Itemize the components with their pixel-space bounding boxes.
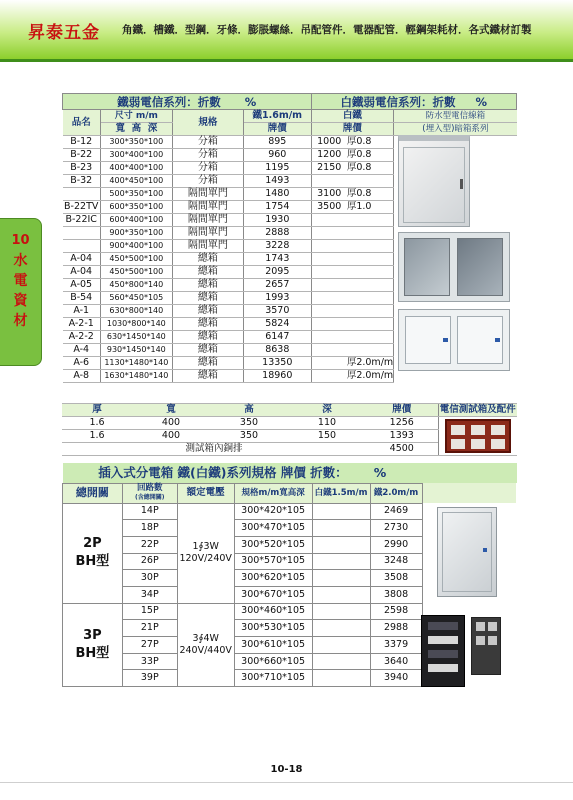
cell-wprice — [311, 357, 347, 370]
cell-price: 3570 — [244, 305, 312, 318]
white-price — [312, 620, 370, 637]
circuit-count: 21P — [122, 620, 177, 637]
cell-spec: 總箱 — [172, 318, 243, 331]
table-row — [62, 417, 517, 430]
cell-price: 13350 — [244, 357, 312, 370]
col-voltage: 額定電壓 — [177, 483, 234, 503]
iron-price: 2730 — [370, 520, 422, 537]
cell: 350 — [210, 417, 288, 430]
cell-size: 560*450*105 — [100, 292, 172, 305]
col-iron: 鐵1.6m/m — [244, 110, 312, 123]
image-column — [422, 483, 516, 503]
white-price — [312, 520, 370, 537]
busbar-image — [471, 617, 501, 675]
cell-thick — [347, 175, 394, 188]
cell-wprice — [311, 344, 347, 357]
circuit-count: 27P — [122, 637, 177, 654]
cell-price: 2095 — [244, 266, 312, 279]
cell-wprice — [311, 370, 347, 383]
column-header-row — [63, 110, 517, 123]
spec-size: 300*710*105 — [234, 670, 312, 687]
cell-size: 400*400*100 — [100, 162, 172, 175]
cell-size: 450*500*100 — [100, 253, 172, 266]
distribution-box-table — [62, 463, 517, 687]
cell-size: 1030*800*140 — [100, 318, 172, 331]
cell-name: B-32 — [63, 175, 101, 188]
cell: 400 — [132, 417, 210, 430]
spec-size: 300*530*105 — [234, 620, 312, 637]
cell-size: 900*400*100 — [100, 240, 172, 253]
cell-price: 1480 — [244, 188, 312, 201]
cell-spec: 隔間單門 — [172, 201, 243, 214]
spec-size: 300*420*105 — [234, 503, 312, 520]
cell-price: 1195 — [244, 162, 312, 175]
cell-price: 5824 — [244, 318, 312, 331]
flush-box-image — [398, 232, 510, 302]
cell-spec: 總箱 — [172, 344, 243, 357]
section-tab — [0, 218, 42, 366]
product-categories: 角鐵．槽鐵．型鋼．牙條．膨脹螺絲．吊配管件．電器配管．輕鋼架耗材．各式鐵材訂製 — [122, 24, 532, 36]
cell-thick — [347, 292, 394, 305]
cell-name: A-2-2 — [63, 331, 101, 344]
iron-price: 3640 — [370, 653, 422, 670]
cell-price: 2888 — [244, 227, 312, 240]
cell-wprice — [311, 253, 347, 266]
switch-type: BH型 — [75, 554, 110, 570]
cell-wprice: 1200 — [311, 149, 347, 162]
brand-name: 昇泰五金 — [28, 23, 100, 43]
cell-size: 900*350*100 — [100, 227, 172, 240]
cell-price: 18960 — [244, 370, 312, 383]
iron-price: 3379 — [370, 637, 422, 654]
switch-label: 2P — [83, 536, 102, 552]
col-width: 寬 — [132, 404, 210, 417]
discount-percent: % — [244, 94, 257, 109]
iron-price: 3940 — [370, 670, 422, 687]
circuit-count: 34P — [122, 586, 177, 603]
iron-price: 2988 — [370, 620, 422, 637]
spec-size: 300*470*105 — [234, 520, 312, 537]
white-price — [312, 503, 370, 520]
spec-size: 300*660*105 — [234, 653, 312, 670]
cell-name: B-22TV — [63, 201, 101, 214]
copper-bar-label: 測試箱內銅排 — [62, 443, 366, 456]
column-header-row — [63, 483, 517, 503]
col-note2: (埋入型)暗箱系列 — [394, 123, 517, 136]
waterproof-box-image — [398, 135, 470, 227]
cell-spec: 總箱 — [172, 370, 243, 383]
column-header-row — [63, 123, 517, 136]
col-circuits: 回路數 — [137, 483, 163, 493]
cell-price: 1993 — [244, 292, 312, 305]
circuit-count: 39P — [122, 670, 177, 687]
cell-price: 1743 — [244, 253, 312, 266]
cell-thick — [347, 214, 394, 227]
cell-thick — [347, 227, 394, 240]
cell-wprice — [311, 292, 347, 305]
cell-name: A-1 — [63, 305, 101, 318]
col-main-switch: 總開關 — [63, 483, 123, 503]
cell-price: 2657 — [244, 279, 312, 292]
test-box-image-cell — [438, 417, 517, 456]
col-price: 牌價 — [366, 404, 438, 417]
cell-wprice — [311, 305, 347, 318]
cell-thick: 厚0.8 — [347, 188, 394, 201]
cell-spec: 隔間單門 — [172, 240, 243, 253]
col-white-price: 白鐵1.5m/m — [312, 483, 370, 503]
cell-size: 630*800*140 — [100, 305, 172, 318]
cell-thick — [347, 266, 394, 279]
cell-price: 1754 — [244, 201, 312, 214]
cell-thick: 厚0.8 — [347, 149, 394, 162]
cell-name — [63, 188, 101, 201]
cell-thick: 厚2.0m/m — [346, 370, 394, 381]
section-char: 水 — [13, 253, 28, 269]
spec-size: 300*620*105 — [234, 570, 312, 587]
discount-percent: % — [373, 464, 387, 480]
col-white: 白鐵 — [311, 110, 394, 123]
spec-size: 300*670*105 — [234, 586, 312, 603]
breaker-image — [421, 615, 465, 687]
col-depth: 深 — [288, 404, 366, 417]
cell-spec: 隔間單門 — [172, 227, 243, 240]
iron-price: 3508 — [370, 570, 422, 587]
cell-size: 450*500*100 — [100, 266, 172, 279]
col-d: 深 — [147, 123, 158, 134]
cell: 1.6 — [62, 430, 132, 443]
main-switch-type — [63, 503, 123, 603]
cell-wprice: 3500 — [311, 201, 347, 214]
cell: 1256 — [366, 417, 438, 430]
switch-label: 3P — [83, 627, 102, 643]
cell-size: 600*400*100 — [100, 214, 172, 227]
double-door-box-image — [398, 309, 510, 371]
col-name: 品名 — [63, 110, 101, 136]
rated-voltage — [177, 603, 234, 686]
white-price — [312, 603, 370, 620]
cell-spec: 分箱 — [172, 136, 243, 149]
cell-thick: 厚1.0 — [347, 201, 394, 214]
cell: 1393 — [366, 430, 438, 443]
spec-size: 300*460*105 — [234, 603, 312, 620]
cell-price: 960 — [244, 149, 312, 162]
col-size: 尺寸 m/m — [114, 111, 158, 121]
col-white2: 牌價 — [311, 123, 394, 136]
cell-name: A-04 — [63, 253, 101, 266]
cell-thick — [347, 318, 394, 331]
main-switch-type — [63, 603, 123, 686]
cell-name: B-12 — [63, 136, 101, 149]
cell-thick — [347, 331, 394, 344]
iron-price: 3808 — [370, 586, 422, 603]
test-box-table — [62, 403, 517, 456]
cell-name: B-22IC — [63, 214, 101, 227]
cell-thick — [347, 279, 394, 292]
cell-wprice: 2150 — [311, 162, 347, 175]
copper-bar-price: 4500 — [366, 443, 438, 456]
col-circuits-note: (含總開關) — [135, 494, 165, 501]
cell: 350 — [210, 430, 288, 443]
cell-name: A-2-1 — [63, 318, 101, 331]
col-h: 高 — [131, 123, 142, 134]
cell-thick — [347, 240, 394, 253]
cell: 400 — [132, 430, 210, 443]
col-thick: 厚 — [62, 404, 132, 417]
cell-spec: 總箱 — [172, 331, 243, 344]
cell-spec: 總箱 — [172, 292, 243, 305]
cell-thick — [347, 253, 394, 266]
cell-thick: 厚0.8 — [347, 162, 394, 175]
white-price — [312, 553, 370, 570]
cell-wprice — [311, 266, 347, 279]
cell-spec: 總箱 — [172, 253, 243, 266]
cell-wprice — [311, 214, 347, 227]
circuit-count: 33P — [122, 653, 177, 670]
cell-size: 930*1450*140 — [100, 344, 172, 357]
cell-name: A-04 — [63, 266, 101, 279]
cell-spec: 總箱 — [172, 279, 243, 292]
cell-wprice: 1000 — [311, 136, 347, 149]
switch-type: BH型 — [75, 645, 110, 661]
cell-name: A-8 — [63, 370, 101, 383]
cell-price: 3228 — [244, 240, 312, 253]
cell-thick: 厚0.8 — [347, 136, 394, 149]
cell-thick — [347, 344, 394, 357]
table-title-row — [63, 463, 517, 483]
cell-wprice — [311, 227, 347, 240]
cell-spec: 隔間單門 — [172, 188, 243, 201]
cell-price: 6147 — [244, 331, 312, 344]
cell: 110 — [288, 417, 366, 430]
white-price — [312, 586, 370, 603]
voltage-phase: 3∮4W — [192, 632, 219, 644]
col-spec: 規格m/m寬高深 — [234, 483, 312, 503]
cell-size: 1630*1480*140 — [100, 370, 172, 383]
circuit-count: 15P — [122, 603, 177, 620]
cell: 150 — [288, 430, 366, 443]
circuit-count: 14P — [122, 503, 177, 520]
distribution-title: 插入式分電箱 鐵(白鐵)系列規格 牌價 折數： — [98, 464, 348, 480]
cell-size: 450*800*140 — [100, 279, 172, 292]
iron-price: 2598 — [370, 603, 422, 620]
cell-size: 1130*1480*140 — [100, 357, 172, 370]
cell-spec: 總箱 — [172, 357, 243, 370]
cell-size: 300*400*100 — [100, 149, 172, 162]
cell-size: 300*350*100 — [100, 136, 172, 149]
cell: 1.6 — [62, 417, 132, 430]
cell-wprice — [311, 318, 347, 331]
cell-thick — [347, 305, 394, 318]
col-iron2: 牌價 — [244, 123, 312, 136]
section-char: 材 — [13, 313, 28, 329]
table-title-row — [63, 94, 517, 110]
circuit-count: 18P — [122, 520, 177, 537]
col-iron-price: 鐵2.0m/m — [370, 483, 422, 503]
cell-name: A-4 — [63, 344, 101, 357]
cell-size: 500*350*100 — [100, 188, 172, 201]
distribution-box-image — [437, 507, 497, 597]
white-price — [312, 536, 370, 553]
col-spec: 規格 — [172, 110, 243, 136]
white-price — [312, 570, 370, 587]
spec-size: 300*610*105 — [234, 637, 312, 654]
col-w: 寬 — [115, 123, 125, 134]
cell-spec: 分箱 — [172, 175, 243, 188]
white-price — [312, 653, 370, 670]
white-price — [312, 670, 370, 687]
cell-spec: 總箱 — [172, 266, 243, 279]
cell-price: 1930 — [244, 214, 312, 227]
col-note1: 防水型電信線箱 — [394, 110, 517, 123]
cell-name: B-22 — [63, 149, 101, 162]
iron-price: 2469 — [370, 503, 422, 520]
voltage-phase: 1∮3W — [192, 541, 219, 553]
cell-wprice — [311, 175, 347, 188]
cell-name: B-23 — [63, 162, 101, 175]
cell-price: 895 — [244, 136, 312, 149]
white-iron-series-title: 白鐵弱電信系列：折數 — [340, 94, 456, 109]
cell-wprice — [311, 279, 347, 292]
section-number: 10 — [11, 233, 30, 248]
cell-price: 1493 — [244, 175, 312, 188]
white-price — [312, 637, 370, 654]
cell-name: A-6 — [63, 357, 101, 370]
cell-price: 8638 — [244, 344, 312, 357]
discount-percent: % — [475, 94, 488, 109]
test-box-header — [62, 404, 517, 417]
circuit-count: 22P — [122, 536, 177, 553]
page-number: 10-18 — [270, 764, 303, 775]
voltage-value: 240V/440V — [179, 644, 232, 656]
cell-thick: 厚2.0m/m — [346, 357, 394, 368]
spec-size: 300*520*105 — [234, 536, 312, 553]
cell-size: 630*1450*140 — [100, 331, 172, 344]
cell-size: 600*350*100 — [100, 201, 172, 214]
iron-price: 3248 — [370, 553, 422, 570]
cell-wprice — [311, 240, 347, 253]
footer-divider — [0, 782, 573, 783]
section-char: 資 — [13, 293, 28, 309]
cell-spec: 總箱 — [172, 305, 243, 318]
test-box-title: 電信測試箱及配件 — [439, 404, 516, 415]
circuit-count: 30P — [122, 570, 177, 587]
cell-wprice — [311, 331, 347, 344]
iron-series-title: 鐵弱電信系列：折數 — [117, 94, 221, 109]
col-height: 高 — [210, 404, 288, 417]
circuit-count: 26P — [122, 553, 177, 570]
iron-price: 2990 — [370, 536, 422, 553]
cell-name: A-05 — [63, 279, 101, 292]
cell-name: B-54 — [63, 292, 101, 305]
cell-spec: 隔間單門 — [172, 214, 243, 227]
cell-spec: 分箱 — [172, 149, 243, 162]
spec-size: 300*570*105 — [234, 553, 312, 570]
cell-name — [63, 227, 101, 240]
cell-spec: 分箱 — [172, 162, 243, 175]
voltage-value: 120V/240V — [179, 553, 232, 565]
rated-voltage — [177, 503, 234, 603]
cell-size: 400*450*100 — [100, 175, 172, 188]
cell-name — [63, 240, 101, 253]
section-char: 電 — [13, 273, 28, 289]
cell-wprice: 3100 — [311, 188, 347, 201]
page-header — [0, 0, 573, 62]
test-box-image — [445, 419, 511, 453]
